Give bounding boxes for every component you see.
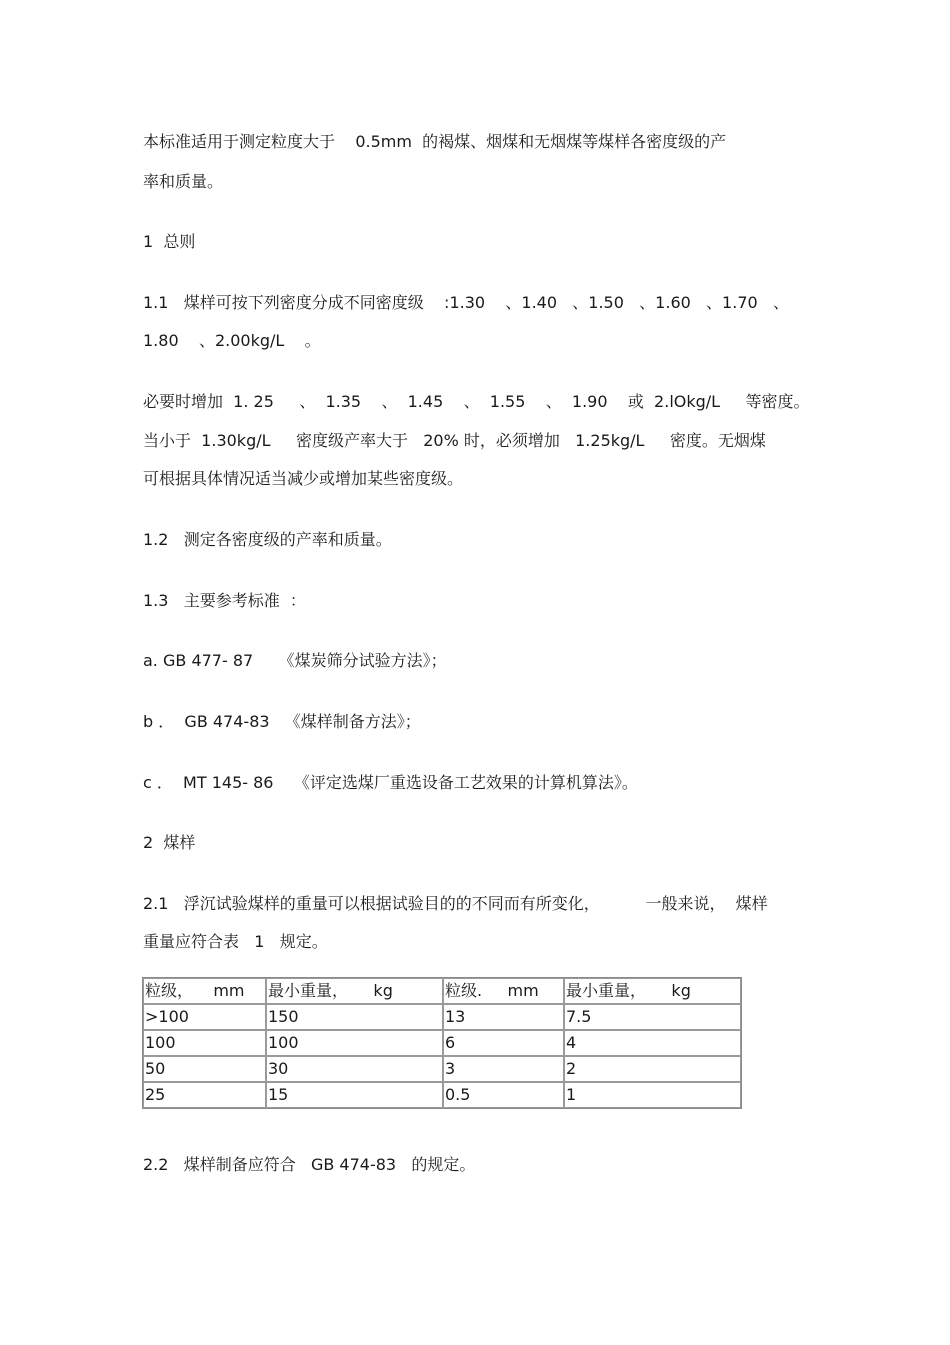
section-2-heading: 2 煤样 [143, 833, 196, 852]
header-cell: 粒级. mm [443, 978, 564, 1004]
table-row [143, 1056, 741, 1082]
clause-2-2: 2.2 煤样制备应符合 GB 474-83 的规定。 [143, 1155, 476, 1174]
clause-2-1-line-2: 重量应符合表 1 规定。 [143, 932, 328, 951]
table-row [143, 1004, 741, 1030]
table-header-row [143, 978, 741, 1004]
reference-c: c ． MT 145- 86 《评定选煤厂重选设备工艺效果的计算机算法》。 [143, 773, 638, 792]
table-cell: 7.5 [564, 1004, 741, 1030]
extra-density-line-3: 可根据具体情况适当减少或增加某些密度级。 [143, 469, 464, 488]
extra-density-line-1: 必要时增加 1. 25 、 1.35 、 1.45 、 1.55 、 1.90 或 2.lOkg/L 等密度。 [143, 392, 810, 411]
clause-2-1-line-1: 2.1 浮沉试验煤样的重量可以根据试验目的的不同而有所变化， 一般来说， 煤样 [143, 894, 768, 913]
table-cell: 6 [443, 1030, 564, 1056]
table-cell: 100 [266, 1030, 443, 1056]
reference-b: b ． GB 474-83 《煤样制备方法》； [143, 712, 421, 731]
table-cell: 13 [443, 1004, 564, 1030]
table-cell: 30 [266, 1056, 443, 1082]
clause-1-1-line-1: 1.1 煤样可按下列密度分成不同密度级 :1.30 、1.40 、1.50 、1.60 、1.70 、 [143, 293, 789, 312]
header-cell: 粒级， mm [143, 978, 266, 1004]
reference-a: a. GB 477- 87 《煤炭筛分试验方法》； [143, 651, 447, 670]
table-cell: 3 [443, 1056, 564, 1082]
table-cell: 15 [266, 1082, 443, 1108]
clause-1-2: 1.2 测定各密度级的产率和质量。 [143, 530, 392, 549]
table-cell: 150 [266, 1004, 443, 1030]
table-cell: 2 [564, 1056, 741, 1082]
table-cell: 25 [143, 1082, 266, 1108]
clause-1-3: 1.3 主要参考标准 ： [143, 591, 306, 610]
table-row [143, 1082, 741, 1108]
intro-line-1: 本标准适用于测定粒度大于 0.5mm 的褐煤、烟煤和无烟煤等煤样各密度级的产 [143, 132, 727, 151]
sample-weight-table [142, 977, 742, 1109]
table-cell: 100 [143, 1030, 266, 1056]
table-cell: 50 [143, 1056, 266, 1082]
table-row [143, 1030, 741, 1056]
table-cell: 4 [564, 1030, 741, 1056]
table-cell: 0.5 [443, 1082, 564, 1108]
clause-1-1-line-2: 1.80 、2.00kg/L 。 [143, 331, 321, 350]
header-cell: 最小重量， kg [266, 978, 443, 1004]
table-cell: 1 [564, 1082, 741, 1108]
table-cell: >100 [143, 1004, 266, 1030]
intro-line-2: 率和质量。 [143, 172, 224, 191]
section-1-heading: 1 总则 [143, 232, 196, 251]
extra-density-line-2: 当小于 1.30kg/L 密度级产率大于 20% 时，必须增加 1.25kg/L 密度。无烟煤 [143, 431, 766, 450]
header-cell: 最小重量， kg [564, 978, 741, 1004]
